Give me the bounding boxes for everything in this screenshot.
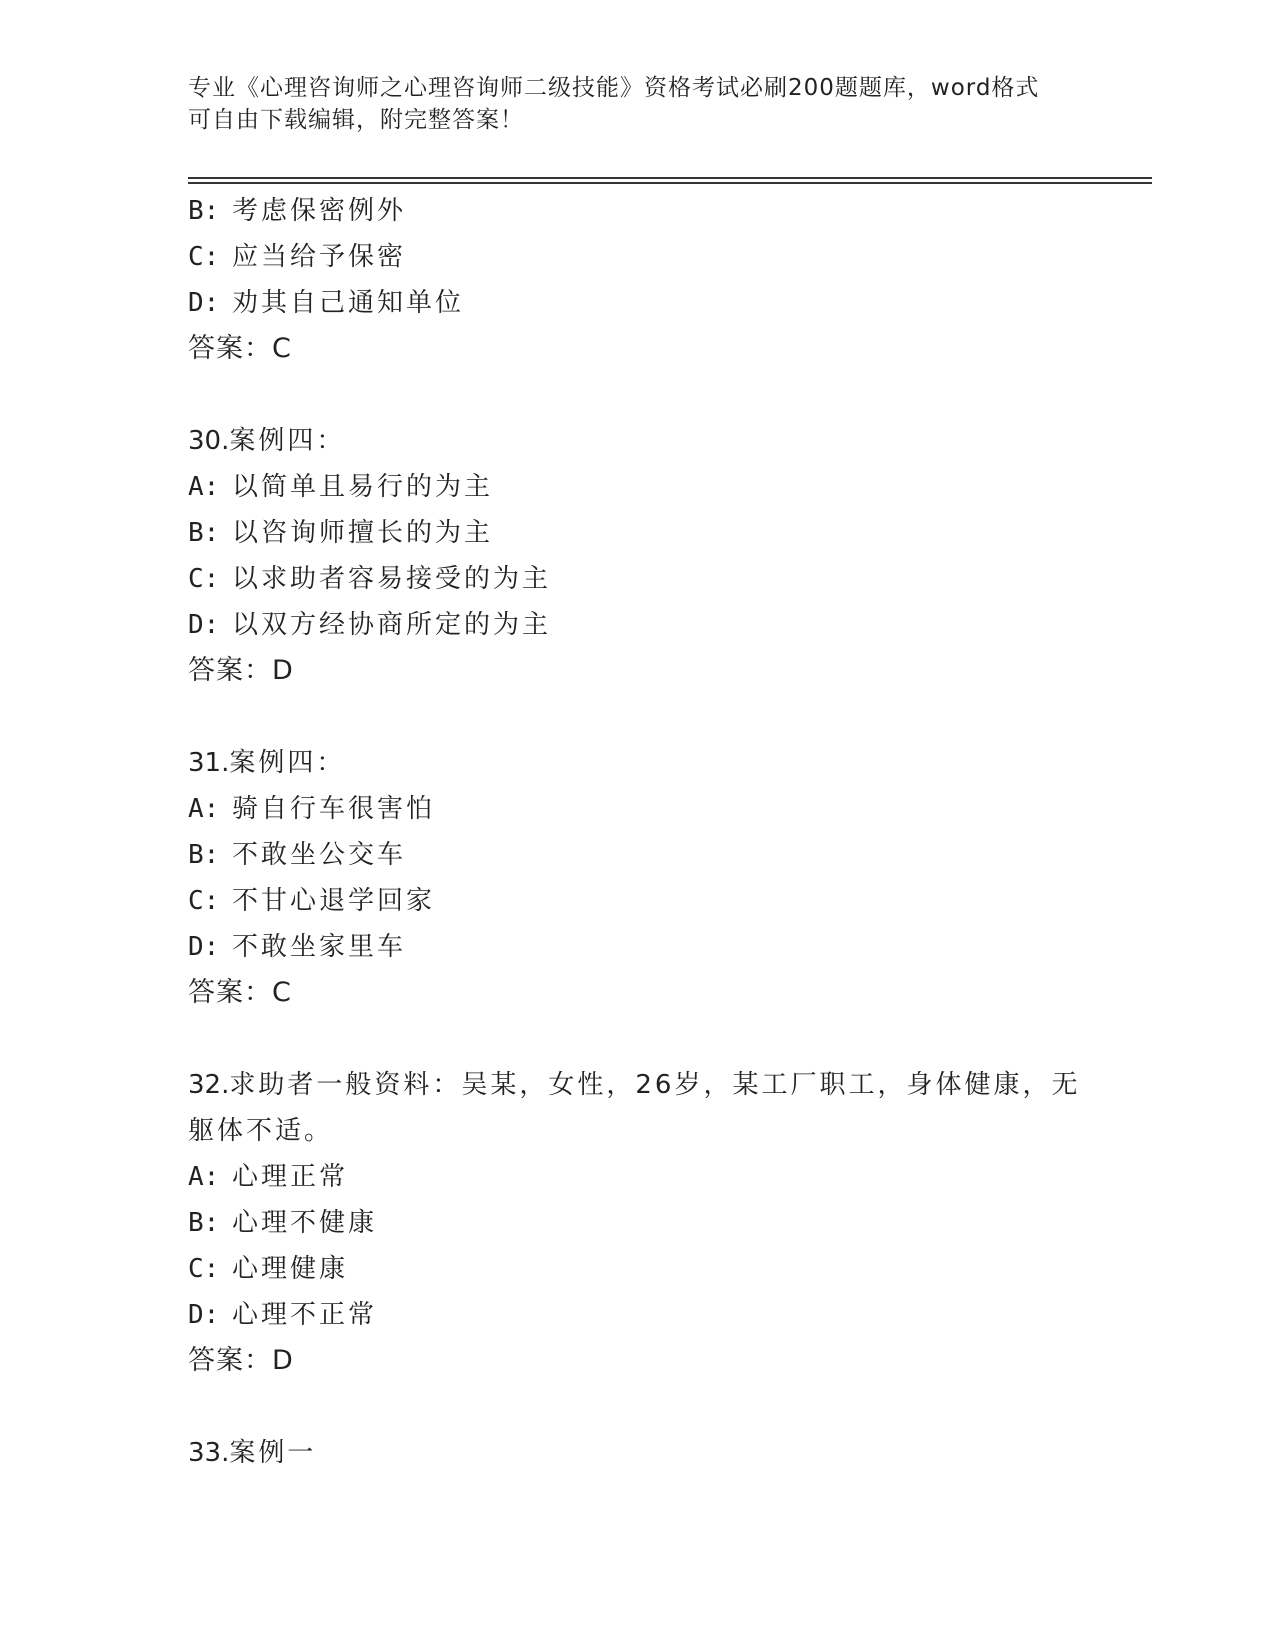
option-a [188,1154,1108,1200]
option-text: 心理健康 [232,1254,349,1284]
option-text: 心理不健康 [232,1208,378,1238]
question-block-32 [188,1062,1108,1384]
header-line-1: 专业《心理咨询师之心理咨询师二级技能》资格考试必刷200题题库，word格式 [188,75,1040,101]
question-text: 案例四： [229,748,346,778]
option-d [188,924,1108,970]
option-b [188,510,1108,556]
option-text: 考虑保密例外 [232,196,407,226]
question-block-33 [188,1430,1108,1476]
option-prefix: B: [188,840,220,870]
option-b [188,832,1108,878]
answer-line: 答案：D [188,1345,294,1376]
question-stem [188,1430,1108,1476]
option-text: 不敢坐公交车 [232,840,407,870]
option-d [188,602,1108,648]
option-prefix: B: [188,196,220,226]
option-b [188,188,1108,234]
option-c [188,878,1108,924]
option-prefix: C: [188,242,220,272]
option-prefix: A: [188,472,220,502]
option-text: 以咨询师擅长的为主 [232,518,494,548]
question-list [188,188,1108,1476]
option-b [188,1200,1108,1246]
document-header [188,72,1088,136]
spacer [188,1016,1108,1062]
option-text: 不甘心退学回家 [232,886,436,916]
option-text: 心理不正常 [232,1300,378,1330]
question-stem-continued: 躯体不适。 [188,1116,334,1146]
answer-line: 答案：C [188,333,292,364]
option-c [188,1246,1108,1292]
option-prefix: D: [188,288,220,318]
spacer [188,1384,1108,1430]
option-prefix: D: [188,610,220,640]
answer-line: 答案：D [188,655,294,686]
header-divider-top [188,177,1152,179]
option-prefix: B: [188,518,220,548]
option-prefix: B: [188,1208,220,1238]
option-text: 以求助者容易接受的为主 [232,564,552,594]
option-prefix: C: [188,564,220,594]
question-block-prev [188,188,1108,372]
option-prefix: A: [188,1162,220,1192]
option-text: 应当给予保密 [232,242,407,272]
option-a [188,464,1108,510]
option-d [188,1292,1108,1338]
question-text: 案例一 [229,1438,317,1468]
answer-line: 答案：C [188,977,292,1008]
spacer [188,372,1108,418]
option-text: 心理正常 [232,1162,349,1192]
option-prefix: A: [188,794,220,824]
question-number: 33. [188,1438,230,1468]
option-c [188,556,1108,602]
question-number: 30. [188,426,230,456]
question-number: 32. [188,1070,230,1100]
spacer [188,694,1108,740]
option-prefix: D: [188,932,220,962]
option-text: 劝其自己通知单位 [232,288,465,318]
option-c [188,234,1108,280]
option-prefix: C: [188,886,220,916]
option-text: 骑自行车很害怕 [232,794,436,824]
option-text: 不敢坐家里车 [232,932,407,962]
question-stem [188,1062,1108,1108]
question-block-30 [188,418,1108,694]
option-a [188,786,1108,832]
option-prefix: D: [188,1300,220,1330]
option-text: 以简单且易行的为主 [232,472,494,502]
option-prefix: C: [188,1254,220,1284]
question-stem [188,740,1108,786]
header-line-2: 可自由下载编辑，附完整答案！ [188,107,524,133]
question-block-31 [188,740,1108,1016]
question-stem [188,418,1108,464]
option-d [188,280,1108,326]
question-text: 案例四： [229,426,346,456]
header-divider-bottom [188,182,1152,184]
question-number: 31. [188,748,230,778]
option-text: 以双方经协商所定的为主 [232,610,552,640]
question-text: 求助者一般资料：吴某，女性，26岁，某工厂职工，身体健康，无 [229,1070,1081,1100]
